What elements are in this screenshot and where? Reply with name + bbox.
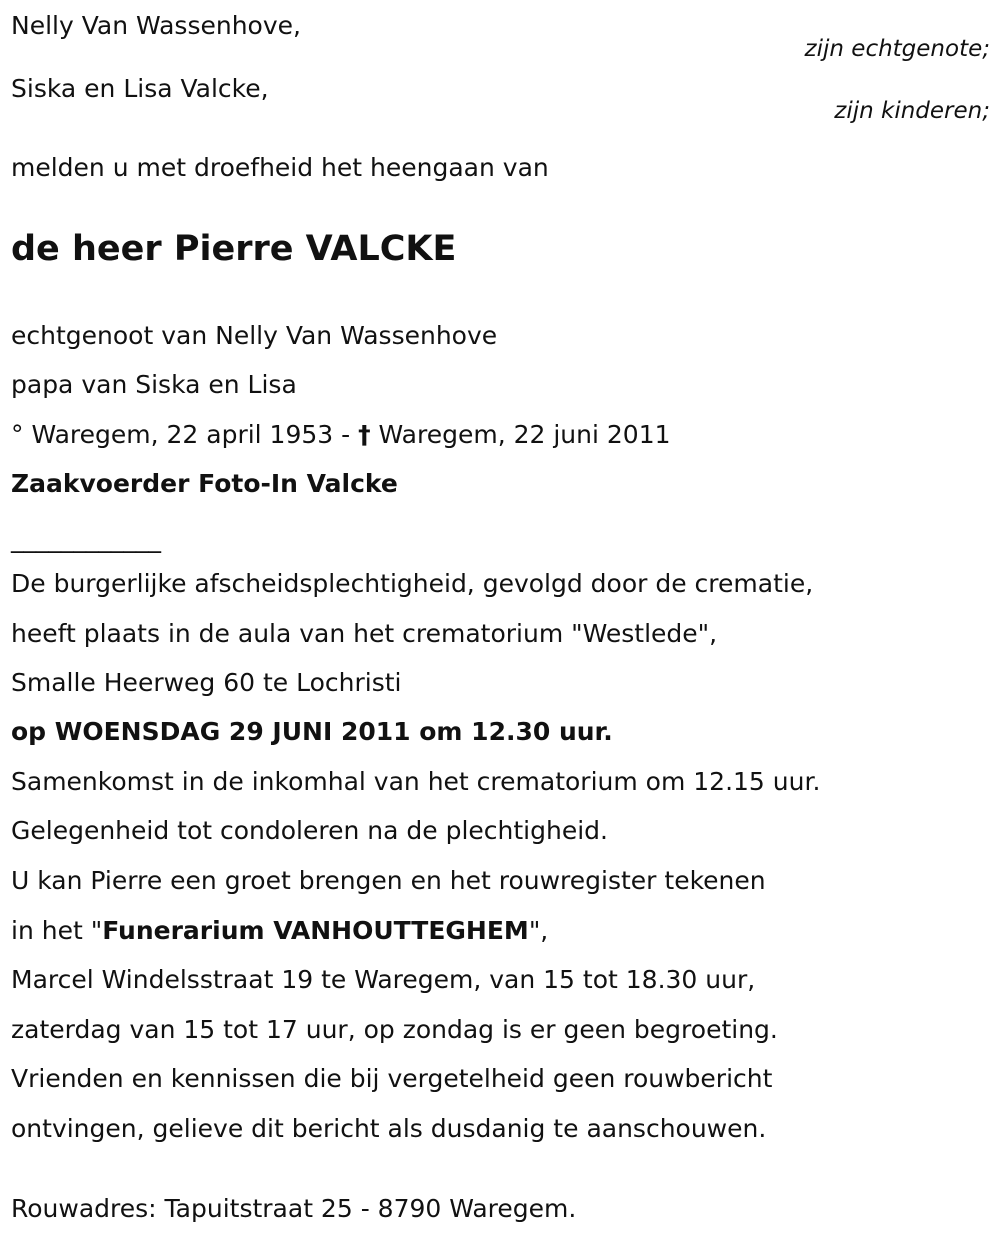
ceremony-line-10: zaterdag van 15 tot 17 uur, op zondag is er geen begroeting. <box>11 1015 778 1044</box>
mourning-address: Rouwadres: Tapuitstraat 25 - 8790 Waregem. <box>11 1194 577 1223</box>
separator-line: ____________ <box>11 524 161 553</box>
spouse-line: echtgenoot van Nelly Van Wassenhove <box>11 321 498 350</box>
death-text: Waregem, 22 juni 2011 <box>370 420 671 449</box>
ceremony-line-2: heeft plaats in de aula van het crematorium "Westlede", <box>11 619 718 648</box>
ceremony-line-5: Samenkomst in de inkomhal van het crematorium om 12.15 uur. <box>11 767 821 796</box>
announcement-text: melden u met droefheid het heengaan van <box>11 153 549 182</box>
ceremony-line-3: Smalle Heerweg 60 te Lochristi <box>11 668 402 697</box>
ceremony-line-7: U kan Pierre een groet brengen en het rouwregister tekenen <box>11 866 766 895</box>
ceremony-line-9: Marcel Windelsstraat 19 te Waregem, van 15 tot 18.30 uur, <box>11 965 756 994</box>
funerarium-prefix: in het " <box>11 916 103 945</box>
funerarium-name: Funerarium VANHOUTTEGHEM <box>102 916 529 945</box>
children-names: Siska en Lisa Valcke, <box>11 74 269 103</box>
ceremony-line-8 <box>11 915 548 947</box>
ceremony-line-1: De burgerlijke afscheidsplechtigheid, gevolgd door de crematie, <box>11 569 814 598</box>
spouse-name: Nelly Van Wassenhove, <box>11 11 301 40</box>
children-role: zijn kinderen; <box>834 98 990 124</box>
deceased-title: de heer Pierre VALCKE <box>11 229 457 269</box>
birth-death-line <box>11 419 671 451</box>
funerarium-suffix: ", <box>528 916 549 945</box>
birth-text: ° Waregem, 22 april 1953 - <box>11 420 359 449</box>
parent-line: papa van Siska en Lisa <box>11 370 297 399</box>
occupation: Zaakvoerder Foto-In Valcke <box>11 469 398 498</box>
ceremony-line-12: ontvingen, gelieve dit bericht als dusdanig te aanschouwen. <box>11 1114 767 1143</box>
ceremony-line-6: Gelegenheid tot condoleren na de plechtigheid. <box>11 816 608 845</box>
spouse-role: zijn echtgenote; <box>804 36 990 62</box>
ceremony-date: op WOENSDAG 29 JUNI 2011 om 12.30 uur. <box>11 717 613 746</box>
ceremony-line-11: Vrienden en kennissen die bij vergetelheid geen rouwbericht <box>11 1064 773 1093</box>
cross-icon: † <box>358 420 371 449</box>
